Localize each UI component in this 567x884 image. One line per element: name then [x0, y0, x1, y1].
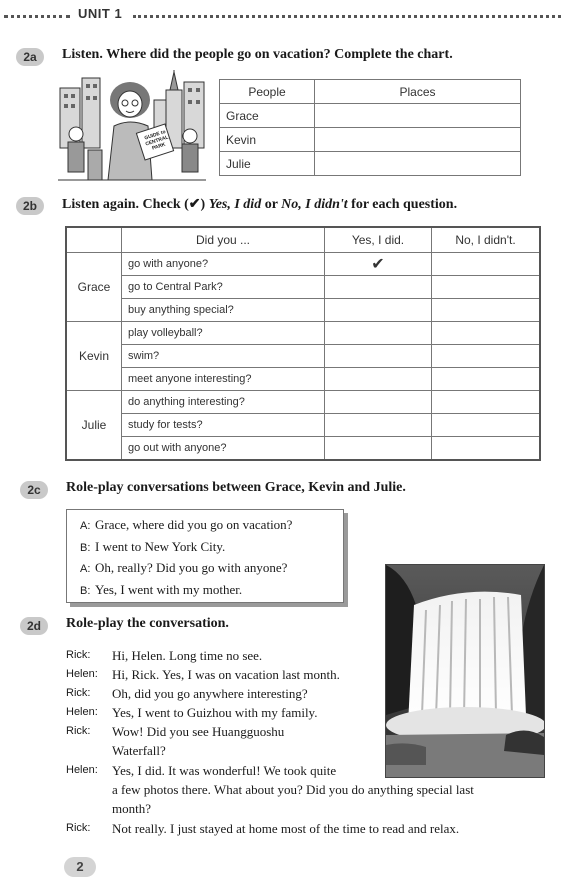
unit-label: UNIT 1: [78, 6, 123, 21]
header-dots-left: [4, 15, 70, 18]
line: I went to New York City.: [95, 538, 226, 554]
yes-cell[interactable]: [325, 437, 432, 461]
place-cell[interactable]: [315, 104, 521, 128]
question: buy anything special?: [122, 299, 325, 322]
speaker: A:: [80, 563, 91, 575]
no-cell[interactable]: [432, 299, 541, 322]
question: go to Central Park?: [122, 276, 325, 299]
instruction-2c: Role-play conversations between Grace, Kevin and Julie.: [66, 480, 406, 495]
section-badge-2a: 2a: [16, 48, 44, 66]
city-illustration: [58, 70, 206, 184]
question: play volleyball?: [122, 322, 325, 345]
person-kevin: Kevin: [66, 322, 122, 391]
section-badge-2c: 2c: [20, 481, 48, 499]
person-grace: Grace: [220, 104, 315, 128]
place-cell[interactable]: [315, 128, 521, 152]
yes-cell[interactable]: [325, 345, 432, 368]
line: Oh, really? Did you go with anyone?: [95, 560, 288, 575]
question: do anything interesting?: [122, 391, 325, 414]
yes-cell[interactable]: [325, 322, 432, 345]
no-cell[interactable]: [432, 322, 541, 345]
question: meet anyone interesting?: [122, 368, 325, 391]
line: Yes, I went with my mother.: [95, 581, 243, 597]
check-table: [65, 226, 541, 461]
col-header-people: People: [220, 80, 315, 104]
question: go out with anyone?: [122, 437, 325, 461]
speaker: B:: [80, 584, 91, 597]
place-cell[interactable]: [315, 152, 521, 176]
person-kevin: Kevin: [220, 128, 315, 152]
yes-cell[interactable]: [325, 414, 432, 437]
section-badge-2d: 2d: [20, 617, 48, 635]
speaker: A:: [80, 520, 91, 532]
col-header-yes: Yes, I did.: [325, 227, 432, 253]
speaker: B:: [80, 541, 91, 554]
guide-sign-text: GUIDE to CENTRAL PARK: [143, 129, 170, 152]
question: swim?: [122, 345, 325, 368]
no-cell[interactable]: [432, 253, 541, 276]
no-cell[interactable]: [432, 368, 541, 391]
instruction-2b: Listen again. Check (✔) Yes, I did or No, I didn't for each question.: [62, 197, 458, 212]
waterfall-photo: [385, 564, 545, 778]
yes-cell[interactable]: [325, 299, 432, 322]
page-number: 2: [64, 857, 96, 877]
no-cell[interactable]: [432, 345, 541, 368]
yes-cell[interactable]: [325, 391, 432, 414]
person-grace: Grace: [66, 253, 122, 322]
no-cell[interactable]: [432, 414, 541, 437]
person-julie: Julie: [66, 391, 122, 461]
col-header-places: Places: [315, 80, 521, 104]
line: Grace, where did you go on vacation?: [95, 517, 293, 532]
question: go with anyone?: [122, 253, 325, 276]
col-header-did-you: Did you ...: [122, 227, 325, 253]
corner-cell: [66, 227, 122, 253]
question: study for tests?: [122, 414, 325, 437]
col-header-no: No, I didn't.: [432, 227, 541, 253]
yes-cell[interactable]: [325, 368, 432, 391]
no-cell[interactable]: [432, 391, 541, 414]
no-cell[interactable]: [432, 276, 541, 299]
instruction-2d: Role-play the conversation.: [66, 616, 229, 631]
places-chart: [219, 79, 521, 176]
header-dots-right: [133, 15, 561, 18]
sample-conversation: [66, 509, 344, 603]
yes-cell-checked[interactable]: ✔: [325, 253, 432, 276]
section-badge-2b: 2b: [16, 197, 44, 215]
person-julie: Julie: [220, 152, 315, 176]
yes-cell[interactable]: [325, 276, 432, 299]
instruction-2a: Listen. Where did the people go on vacation? Complete the chart.: [62, 47, 453, 62]
no-cell[interactable]: [432, 437, 541, 461]
